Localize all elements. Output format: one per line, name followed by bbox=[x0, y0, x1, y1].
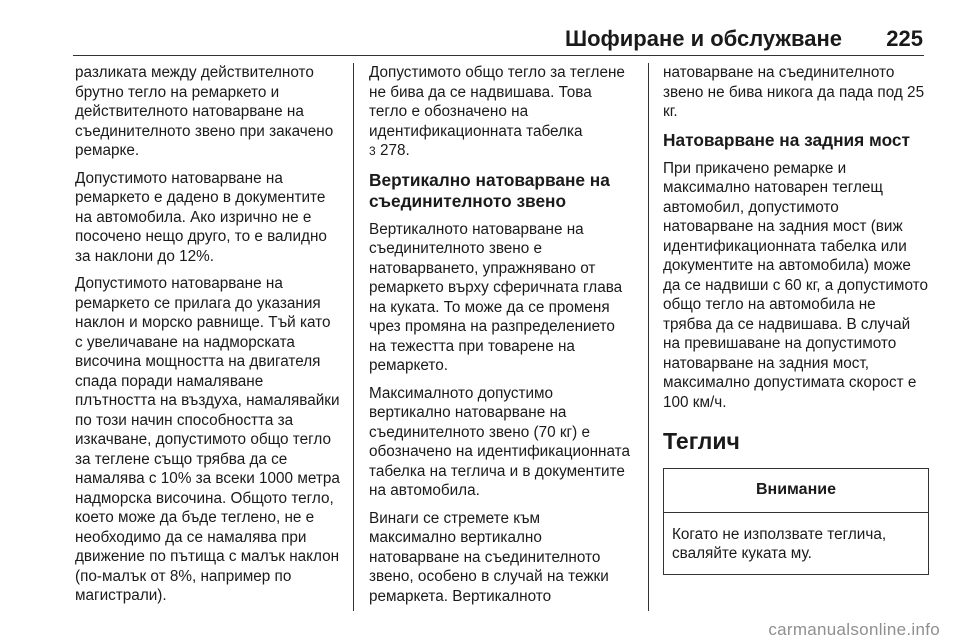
page-reference-icon: 3 bbox=[369, 144, 376, 158]
warning-box bbox=[663, 468, 929, 575]
section-heading: Вертикално натоварване на съединителното звено bbox=[369, 169, 610, 211]
section-title: Теглич bbox=[663, 428, 740, 454]
paragraph: Максималното допустимо вертикално натоварване на съединителното звено (70 кг) е обозначено на идентификационната табелка на теглича и в документите на автомобила. bbox=[369, 384, 630, 499]
header-rule bbox=[73, 55, 924, 56]
section-heading: Натоварване на задния мост bbox=[663, 129, 910, 150]
column-1 bbox=[75, 63, 340, 614]
column-divider-2 bbox=[648, 63, 649, 611]
column-3 bbox=[663, 63, 928, 575]
watermark: carmanualsonline.info bbox=[768, 620, 940, 639]
paragraph: Вертикалното натоварване на съединителното звено е натоварването, упражнявано от ремаркето върху сферичната глава на куката. То може да се променя чрез промяна на разпределението на тежестта при товарене на ремаркето. bbox=[369, 220, 623, 374]
paragraph: Винаги се стремете към максимално вертикално натоварване на съединителното звено, особено в случай на тежки ремаркета. Вертикалното bbox=[369, 509, 609, 605]
warning-title: Внимание bbox=[664, 469, 928, 513]
page-reference[interactable]: 278. bbox=[379, 142, 410, 159]
column-divider-1 bbox=[353, 63, 354, 611]
chapter-title: Шофиране и обслужване bbox=[564, 26, 842, 51]
paragraph bbox=[369, 63, 631, 162]
page-number: 225 bbox=[886, 26, 923, 51]
paragraph: натоварване на съединителното звено не бива никога да пада под 25 кг. bbox=[663, 64, 925, 120]
paragraph: При прикачено ремарке и максимално натоварен теглещ автомобил, допустимото натоварване на задния мост (виж идентификационната табелка или документите на автомобила) може да се надвиши с 60 кг, а допустимото общо тегло на автомобила не трябва да се надвишава. В случай на превишаване на допустимото натоварване на задния мост, максимално допустимата скорост е 100 км/ч. bbox=[663, 159, 928, 411]
paragraph: разликата между действителното брутно тегло на ремаркето и действителното натоварване на съединителното звено при закачено ремарке. bbox=[75, 64, 334, 159]
paragraph: Допустимото натоварване на ремаркето се прилага до указания наклон и морско равнище. Тъй като с увеличаване на надморската височина мощността на двигателя спада поради намаляване плътността на въздуха, намалявайки по този начин способността за изкачване, допустимото общо тегло за теглене също трябва да се намалява с 10% за всеки 1000 метра надморска височина. Общото тегло, което може да бъде теглено, не е необходимо да се намалява при движение по пътища с малък наклон (по-малък от 8%, например по магистрали). bbox=[75, 275, 340, 604]
paragraph: Допустимото натоварване на ремаркето е дадено в документите на автомобила. Ако изрично не е посочено нещо друго, то е валидно за наклони до 12%. bbox=[75, 169, 327, 265]
warning-text: Когато не използвате теглича, сваляйте куката му. bbox=[672, 525, 887, 562]
intro-text: Допустимото общо тегло за теглене не бива да се надвишава. Това тегло е обозначено на идентификационната табелка bbox=[369, 64, 625, 140]
column-2 bbox=[369, 63, 631, 614]
page-header bbox=[0, 0, 960, 56]
